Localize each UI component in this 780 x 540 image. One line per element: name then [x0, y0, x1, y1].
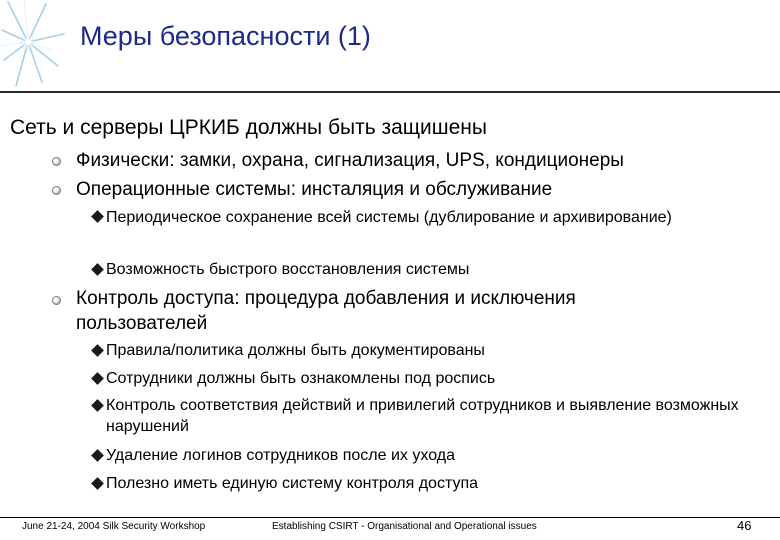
footer-subject: Establishing CSIRT - Organisational and Operational issues: [272, 521, 537, 532]
page-number: 46: [737, 518, 752, 533]
bullet-dot-icon: [52, 157, 61, 166]
footer-event: June 21-24, 2004 Silk Security Workshop: [22, 521, 206, 532]
bullet-physical: Физически: замки, охрана, сигнализация, UPS, кондиционеры: [76, 150, 624, 171]
slide-title: Меры безопасности (1): [80, 21, 371, 51]
subbullet-policy: Правила/политика должны быть документированы: [106, 342, 485, 359]
subbullet-remove-logins: Удаление логинов сотрудников после их ухода: [106, 447, 455, 464]
bullet-os: Операционные системы: инсталяция и обслуживание: [76, 179, 553, 200]
section-heading: Сеть и серверы ЦРКИБ должны быть защишены: [10, 116, 488, 139]
diamond-bullet-icon: [91, 210, 104, 223]
diamond-bullet-icon: [91, 372, 104, 385]
subbullet-compliance: Контроль соответствия действий и привилегий сотрудников и выявление возможных нарушений: [106, 397, 739, 435]
subbullet-unified-system: Полезно иметь единую систему контроля доступа: [106, 475, 479, 492]
diamond-bullet-icon: [91, 477, 104, 490]
subbullet-signature: Сотрудники должны быть ознакомлены под роспись: [106, 370, 496, 387]
diamond-bullet-icon: [91, 344, 104, 357]
subbullet-backup: Периодическое сохранение всей системы (дублирование и архивирование): [106, 209, 672, 226]
diamond-bullet-icon: [91, 449, 104, 462]
diamond-bullet-icon: [91, 263, 104, 276]
diamond-bullet-icon: [91, 399, 104, 412]
bullet-dot-icon: [52, 186, 61, 195]
bullet-dot-icon: [52, 296, 61, 305]
bullet-access-control: Контроль доступа: процедура добавления и исключения пользователей: [76, 288, 576, 334]
footer-divider: [0, 517, 780, 518]
subbullet-recovery: Возможность быстрого восстановления системы: [106, 261, 470, 278]
